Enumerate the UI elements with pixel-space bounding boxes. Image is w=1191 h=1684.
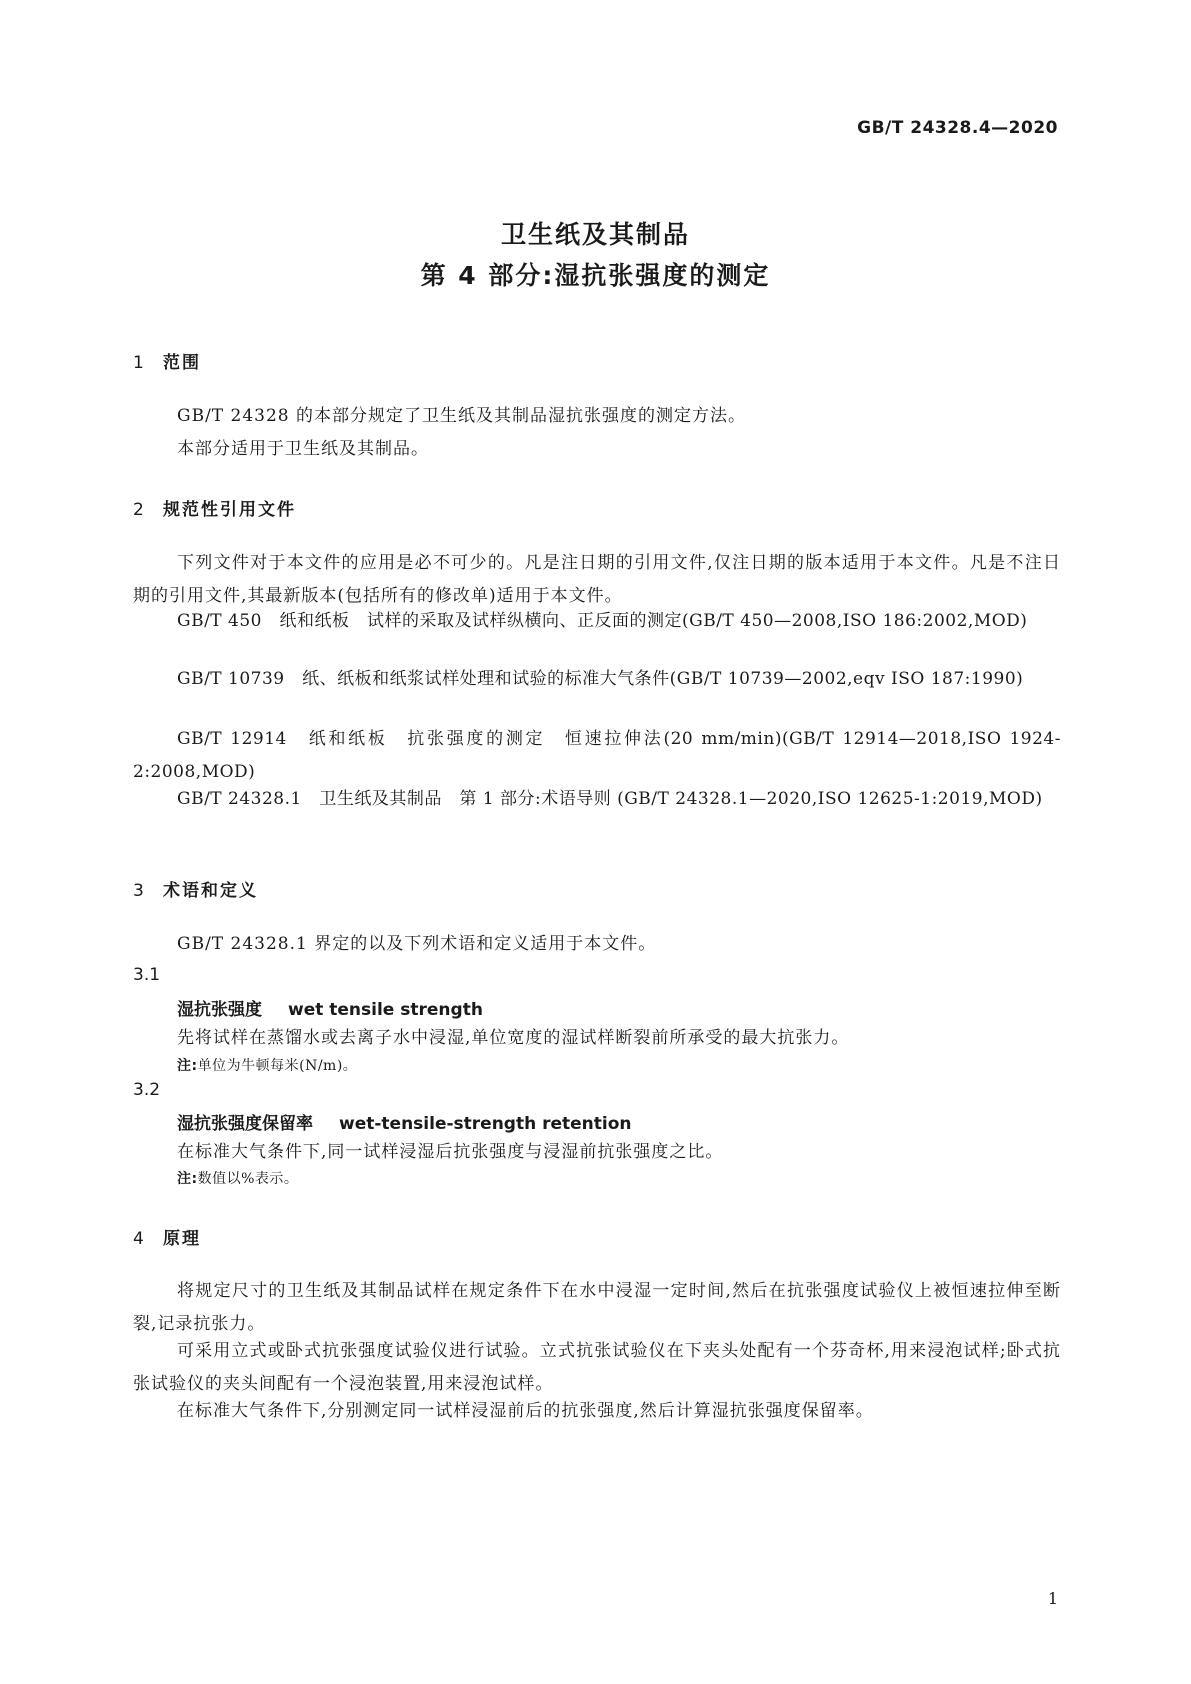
paragraph: 下列文件对于本文件的应用是必不可少的。凡是注日期的引用文件,仅注日期的版本适用于本文件。凡是不注日期的引用文件,其最新版本(包括所有的修改单)适用于本文件。 xyxy=(133,553,1061,606)
section-number: 4 xyxy=(133,1229,144,1249)
standard-number: GB/T 24328.4—2020 xyxy=(857,118,1058,138)
section-heading-principle xyxy=(133,1224,201,1249)
reference-item: GB/T 450 纸和纸板 试样的采取及试样纵横向、正反面的测定(GB/T 450—2008,ISO 186:2002,MOD) xyxy=(177,611,1028,631)
section-heading-terms xyxy=(133,876,258,901)
section-heading-scope xyxy=(133,348,201,373)
paragraph: 可采用立式或卧式抗张强度试验仪进行试验。立式抗张试验仪在下夹头处配有一个芬奇杯,用来浸泡试样;卧式抗张试验仪的夹头间配有一个浸泡装置,用来浸泡试样。 xyxy=(133,1341,1061,1394)
reference-item: GB/T 12914 纸和纸板 抗张强度的测定 恒速拉伸法(20 mm/min)(GB/T 12914—2018,ISO 1924-2:2008,MOD) xyxy=(133,729,1061,782)
note-text: 数值以%表示。 xyxy=(197,1171,299,1187)
term-en: wet-tensile-strength retention xyxy=(339,1114,632,1134)
paragraph: GB/T 24328.1 界定的以及下列术语和定义适用于本文件。 xyxy=(177,934,657,954)
term-definition: 在标准大气条件下,同一试样浸湿后抗张强度与浸湿前抗张强度之比。 xyxy=(177,1142,724,1162)
note-label: 注: xyxy=(177,1058,198,1074)
reference-item: GB/T 24328.1 卫生纸及其制品 第 1 部分:术语导则 (GB/T 24328.1—2020,ISO 12625-1:2019,MOD) xyxy=(177,789,1043,809)
document-title: 卫生纸及其制品 xyxy=(500,220,690,249)
term-zh: 湿抗张强度保留率 xyxy=(177,1114,313,1134)
term-number: 3.1 xyxy=(133,965,161,985)
term-number: 3.2 xyxy=(133,1080,161,1100)
term-note xyxy=(177,1055,357,1075)
paragraph: GB/T 24328 的本部分规定了卫生纸及其制品湿抗张强度的测定方法。 xyxy=(177,406,747,426)
term-heading xyxy=(177,995,483,1020)
section-title: 术语和定义 xyxy=(163,881,258,901)
paragraph: 将规定尺寸的卫生纸及其制品试样在规定条件下在水中浸湿一定时间,然后在抗张强度试验仪上被恒速拉伸至断裂,记录抗张力。 xyxy=(133,1281,1061,1334)
section-title: 原理 xyxy=(163,1229,201,1249)
document-subtitle: 第 4 部分:湿抗张强度的测定 xyxy=(420,261,771,290)
section-number: 2 xyxy=(133,500,144,520)
term-heading xyxy=(177,1109,632,1134)
section-title: 规范性引用文件 xyxy=(163,500,296,520)
reference-item: GB/T 10739 纸、纸板和纸浆试样处理和试验的标准大气条件(GB/T 10739—2002,eqv ISO 187:1990) xyxy=(177,669,1024,689)
note-text: 单位为牛顿每米(N/m)。 xyxy=(197,1058,358,1074)
term-en: wet tensile strength xyxy=(288,1000,483,1020)
term-note xyxy=(177,1168,298,1188)
section-title: 范围 xyxy=(163,353,201,373)
section-number: 3 xyxy=(133,881,144,901)
section-heading-normative-references xyxy=(133,495,296,520)
paragraph: 在标准大气条件下,分别测定同一试样浸湿前后的抗张强度,然后计算湿抗张强度保留率。 xyxy=(177,1401,874,1421)
note-label: 注: xyxy=(177,1171,198,1187)
term-zh: 湿抗张强度 xyxy=(177,1000,262,1020)
section-number: 1 xyxy=(133,353,144,373)
page-number: 1 xyxy=(1047,1589,1058,1608)
term-definition: 先将试样在蒸馏水或去离子水中浸湿,单位宽度的湿试样断裂前所承受的最大抗张力。 xyxy=(177,1028,850,1048)
paragraph: 本部分适用于卫生纸及其制品。 xyxy=(177,439,429,459)
